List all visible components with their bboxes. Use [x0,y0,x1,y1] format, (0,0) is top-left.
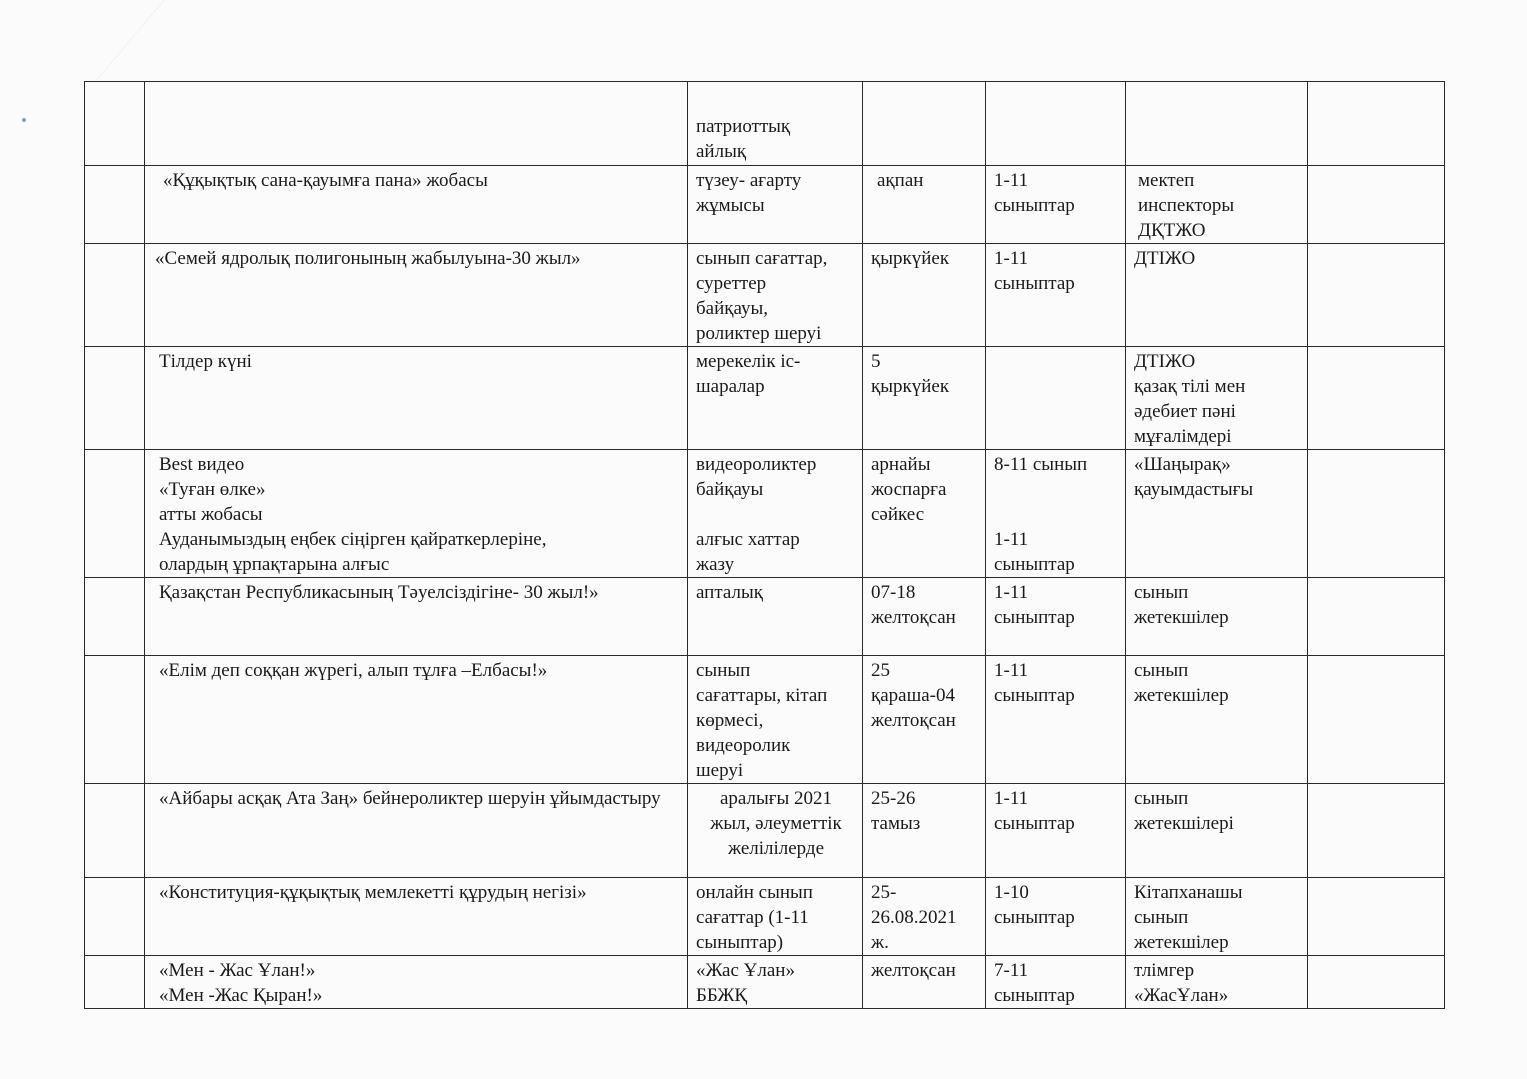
participants-line: 1-11 [994,170,1029,191]
event-line: «Туған өлке» [159,479,266,500]
responsible-line: мектеп [1138,170,1195,191]
participants-line: сыныптар [994,195,1075,216]
participants-line: 1-11 [994,788,1029,809]
participants-cell [986,878,1126,956]
format-cell [688,244,863,347]
date-line: ж. [871,932,889,953]
event-cell [145,878,688,956]
event-cell [145,166,688,244]
participants-line: 1-10 [994,882,1029,903]
responsible-cell [1126,450,1308,578]
responsible-line: әдебиет пәні [1134,401,1236,422]
scan-mark [22,118,26,122]
responsible-line: инспекторы [1138,195,1235,216]
date-line: желтоқсан [871,607,956,628]
responsible-cell [1126,578,1308,656]
table-row [85,82,1445,166]
format-line: патриоттық [696,116,791,137]
number-cell [85,82,145,166]
format-line: байқауы [696,479,764,500]
responsible-line: ДТІЖО [1134,248,1196,269]
event-cell [145,347,688,450]
date-line: 25- [871,882,897,903]
table-row [85,956,1445,1009]
format-line: шеруі [696,760,744,781]
date-cell [863,450,986,578]
responsible-line: сынып [1134,788,1189,809]
responsible-line: сынып [1134,907,1189,928]
responsible-line: тлімгер [1134,960,1195,981]
participants-cell [986,578,1126,656]
format-line: видеоролик [696,735,791,756]
date-line: қыркүйек [871,248,950,269]
format-line: сыныптар) [696,932,784,953]
participants-cell [986,956,1126,1009]
responsible-cell [1126,82,1308,166]
event-cell [145,784,688,878]
participants-line: сыныптар [994,985,1075,1006]
participants-line [994,502,1119,527]
date-cell [863,784,986,878]
format-line: байқауы, [696,298,768,319]
event-line: «Мен - Жас Ұлан!» [159,960,316,981]
participants-line: сыныптар [994,685,1075,706]
format-line: видеороликтер [696,454,817,475]
format-cell [688,878,863,956]
responsible-cell [1126,956,1308,1009]
responsible-line: қауымдастығы [1134,479,1254,500]
format-cell [688,578,863,656]
table-row [85,784,1445,878]
responsible-cell [1126,347,1308,450]
event-line: «Семей ядролық полигонының жабылуына-30 жыл» [155,248,581,269]
format-cell [688,450,863,578]
participants-line: сыныптар [994,607,1075,628]
table-body [85,82,1445,1009]
event-line: Best видео [159,454,245,475]
date-line: желтоқсан [871,960,956,981]
format-line: ББЖҚ [696,985,748,1006]
responsible-line: Кітапханашы [1134,882,1243,903]
format-line: сағаттар (1-11 [696,907,809,928]
participants-line: 1-11 [994,248,1029,269]
format-line: көрмесі, [696,710,764,731]
event-cell [145,656,688,784]
format-line: сағаттары, кітап [696,685,828,706]
note-cell [1308,878,1445,956]
date-cell [863,656,986,784]
responsible-line: ДҚТЖО [1138,220,1206,241]
participants-cell [986,784,1126,878]
number-cell [85,656,145,784]
format-line: сынып [696,660,751,681]
participants-cell [986,656,1126,784]
participants-cell [986,450,1126,578]
format-line: аралығы 2021 [719,788,833,809]
note-cell [1308,784,1445,878]
event-line: Ауданымыздың еңбек сіңірген қайраткерлеріне, [159,529,547,550]
event-line: «Елім деп соққан жүрегі, алып тұлға –Елбасы!» [159,660,548,681]
responsible-line: жетекшілері [1134,813,1234,834]
table-row [85,450,1445,578]
date-cell [863,956,986,1009]
format-cell [688,166,863,244]
participants-line: сыныптар [994,813,1075,834]
note-cell [1308,656,1445,784]
event-cell [145,244,688,347]
number-cell [85,347,145,450]
format-line: желілілерде [727,838,825,859]
format-line: суреттер [696,273,767,294]
event-line: «Конституция-құқықтық мемлекетті құрудың негізі» [159,882,587,903]
format-line [696,502,856,527]
participants-line: 1-11 [994,582,1029,603]
responsible-cell [1126,878,1308,956]
format-cell [688,347,863,450]
format-line: жыл, әлеуметтік [710,813,842,834]
event-line: олардың ұрпақтарына алғыс [159,554,390,575]
date-line: 26.08.2021 [871,907,957,928]
note-cell [1308,578,1445,656]
scan-streak [26,0,164,80]
format-line: «Жас Ұлан» [696,960,795,981]
format-cell [688,656,863,784]
date-cell [863,166,986,244]
format-cell [688,956,863,1009]
event-line: «Мен -Жас Қыран!» [159,985,323,1006]
date-line: қыркүйек [871,376,950,397]
table-row [85,166,1445,244]
participants-line: 1-11 [994,660,1029,681]
participants-cell [986,347,1126,450]
responsible-line: сынып [1134,660,1189,681]
number-cell [85,878,145,956]
responsible-cell [1126,166,1308,244]
note-cell [1308,956,1445,1009]
responsible-line: қазақ тілі мен [1134,376,1246,397]
date-line: 07-18 [871,582,916,603]
event-line: «Құқықтық сана-қауымға пана» жобасы [163,170,488,191]
date-line: қараша-04 [871,685,955,706]
format-line: жазу [696,554,735,575]
format-line: онлайн сынып [696,882,813,903]
format-cell [688,82,863,166]
event-cell [145,956,688,1009]
participants-line: сыныптар [994,273,1075,294]
number-cell [85,956,145,1009]
date-line: 25 [871,660,890,681]
responsible-line: «ЖасҰлан» [1134,985,1229,1006]
format-line: жұмысы [696,195,765,216]
responsible-line: мұғалімдері [1134,426,1232,447]
participants-cell [986,244,1126,347]
event-cell [145,82,688,166]
event-line: Тілдер күні [159,351,252,372]
table-row [85,244,1445,347]
date-cell [863,244,986,347]
date-line: жоспарға [871,479,947,500]
format-line: мерекелік іс- [696,351,801,372]
participants-cell [986,166,1126,244]
participants-line: сыныптар [994,554,1075,575]
format-line: шаралар [696,376,765,397]
responsible-line: сынып [1134,582,1189,603]
format-line: айлық [696,141,747,162]
activity-plan-table [84,81,1445,1009]
responsible-cell [1126,656,1308,784]
date-line: арнайы [871,454,931,475]
number-cell [85,784,145,878]
date-line: ақпан [877,170,924,191]
date-line: тамыз [871,813,921,834]
note-cell [1308,82,1445,166]
event-line: атты жобасы [159,504,263,525]
event-line: «Айбары асқақ Ата Заң» бейнероликтер шеруін ұйымдастыру [159,788,661,809]
participants-line: 1-11 [994,529,1029,550]
table-row [85,656,1445,784]
table-row [85,878,1445,956]
table-row [85,347,1445,450]
note-cell [1308,347,1445,450]
event-line: Қазақстан Республикасының Тәуелсіздігіне- 30 жыл!» [159,582,599,603]
number-cell [85,450,145,578]
responsible-cell [1126,784,1308,878]
participants-cell [986,82,1126,166]
format-cell [688,784,863,878]
format-line: сынып сағаттар, [696,248,828,269]
date-cell [863,578,986,656]
format-line: апталық [696,582,763,603]
responsible-line: жетекшілер [1134,685,1229,706]
participants-line: сыныптар [994,907,1075,928]
note-cell [1308,450,1445,578]
date-cell [863,347,986,450]
event-cell [145,578,688,656]
note-cell [1308,244,1445,347]
date-line: желтоқсан [871,710,956,731]
date-line: 5 [871,351,881,372]
responsible-line: жетекшілер [1134,607,1229,628]
date-line: сәйкес [871,504,925,525]
participants-line [994,477,1119,502]
event-cell [145,450,688,578]
format-line: роликтер шеруі [696,323,822,344]
number-cell [85,244,145,347]
participants-line: 7-11 [994,960,1029,981]
format-line: түзеу- ағарту [696,170,802,191]
responsible-line: жетекшілер [1134,932,1229,953]
responsible-cell [1126,244,1308,347]
participants-line: 8-11 сынып [994,454,1088,475]
format-line: алғыс хаттар [696,529,800,550]
table-row [85,578,1445,656]
note-cell [1308,166,1445,244]
date-line: 25-26 [871,788,916,809]
date-cell [863,878,986,956]
responsible-line: «Шаңырақ» [1134,454,1231,475]
date-cell [863,82,986,166]
number-cell [85,578,145,656]
number-cell [85,166,145,244]
responsible-line: ДТІЖО [1134,351,1196,372]
